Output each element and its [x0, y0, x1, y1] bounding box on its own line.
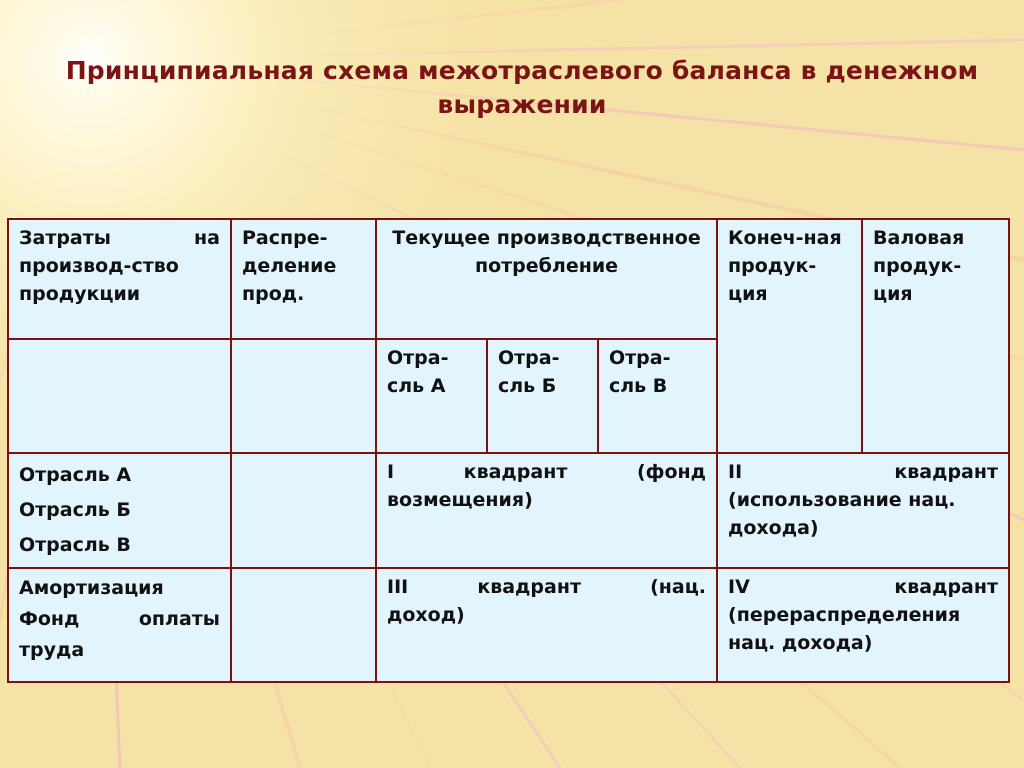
row-amortization: Амортизация: [19, 577, 164, 599]
row-sectors-distribution: [231, 453, 376, 568]
header-costs: [8, 219, 231, 339]
quadrant-1-rest: возмещения): [387, 489, 533, 511]
quadrant-1-first-line: I квадрант (фонд: [387, 461, 707, 483]
sector-b-column: Отра-сль Б: [487, 339, 598, 453]
quadrant-4-rest: (перераспределения нац. дохода): [728, 604, 961, 654]
quadrant-3-rest: доход): [387, 604, 465, 626]
header-costs-first-line: Затраты на: [19, 227, 220, 249]
quadrant-2-first-line: II квадрант: [728, 461, 999, 483]
subheader-empty-costs: [8, 339, 231, 453]
row-wage-fund-rest: труда: [19, 639, 85, 661]
row-value-added-labels: [8, 568, 231, 682]
sectors-row: [8, 453, 1009, 568]
page-title: Принципиальная схема межотраслевого баланса в денежном выражении: [65, 56, 979, 119]
quadrant-3-first-line: III квадрант (нац.: [387, 576, 707, 598]
value-added-row: [8, 568, 1009, 682]
quadrant-4-first-line: IV квадрант: [728, 576, 999, 598]
sector-v-column: Отра-сль В: [598, 339, 717, 453]
header-costs-rest: производ-ство продукции: [19, 255, 179, 305]
quadrant-2-rest: (использование нац. дохода): [728, 489, 956, 539]
balance-table: [7, 218, 1010, 683]
row-sector-a: Отрасль А: [19, 464, 132, 486]
subheader-empty-distribution: [231, 339, 376, 453]
quadrant-4: [717, 568, 1009, 682]
quadrant-1: [376, 453, 717, 568]
sector-a-column: Отра-сль А: [376, 339, 487, 453]
quadrant-3: [376, 568, 717, 682]
quadrant-2: [717, 453, 1009, 568]
header-distribution: Распре-деление прод.: [231, 219, 376, 339]
row-wage-fund-first-line: Фонд оплаты: [19, 608, 220, 630]
header-current-consumption: Текущее производственное потребление: [376, 219, 717, 339]
row-sector-v: Отрасль В: [19, 534, 131, 556]
header-final-product: Конеч-ная продук-ция: [717, 219, 862, 453]
header-row: [8, 219, 1009, 339]
row-value-added-distribution: [231, 568, 376, 682]
header-gross-product: Валовая продук-ция: [862, 219, 1009, 453]
row-sector-b: Отрасль Б: [19, 499, 131, 521]
row-sectors-labels: [8, 453, 231, 568]
